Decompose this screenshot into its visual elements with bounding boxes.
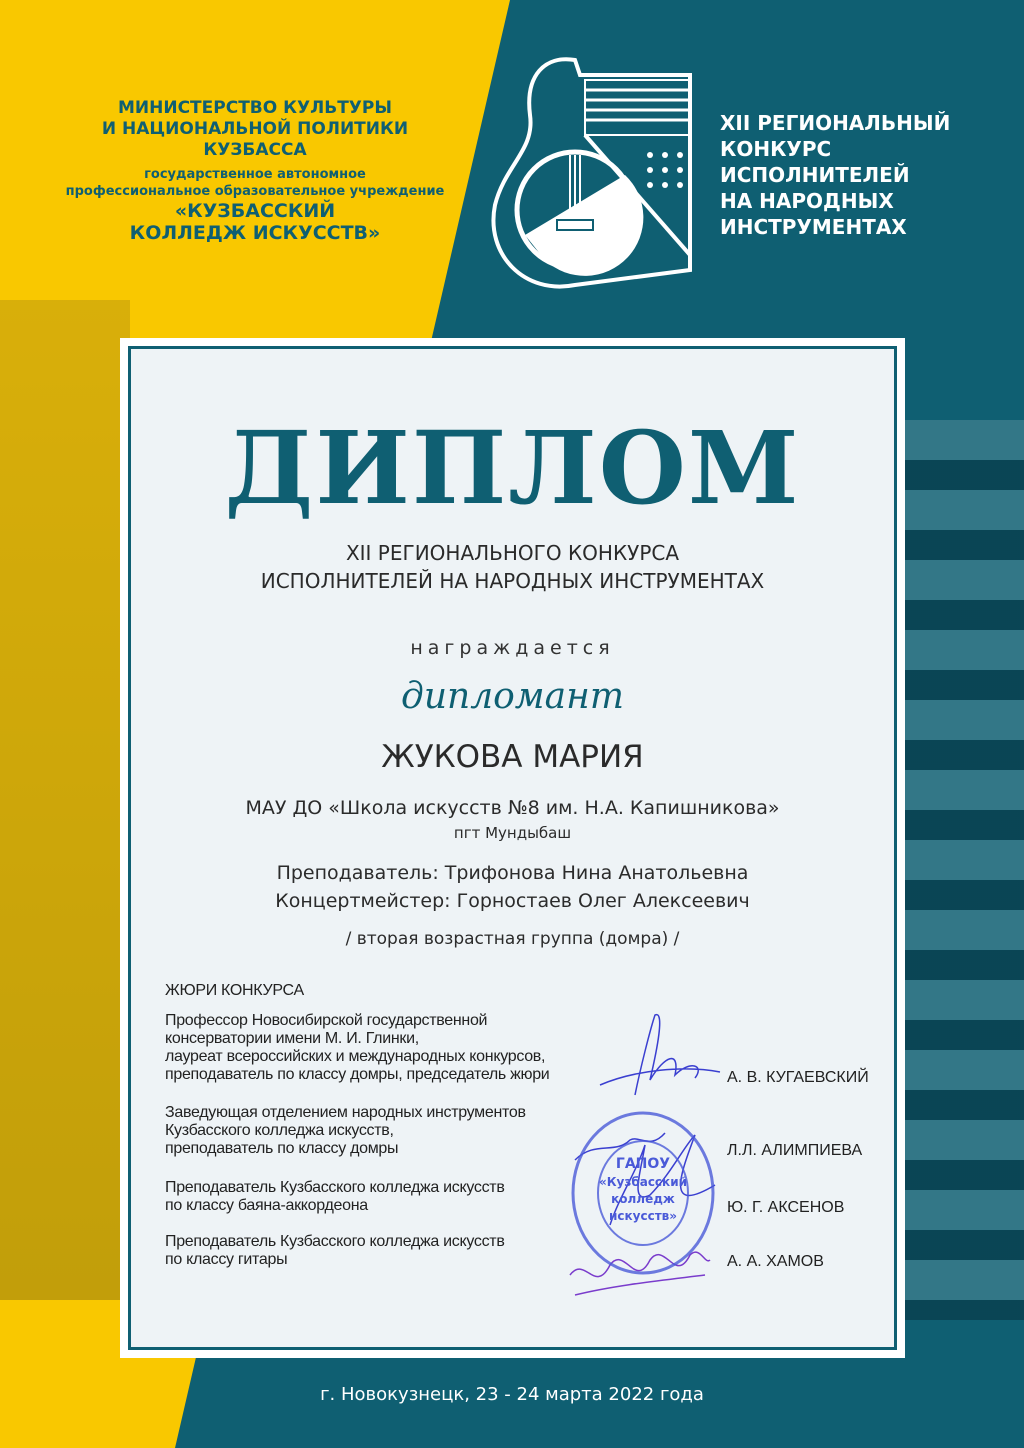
jury-member-title [165,1233,505,1269]
jury-heading: ЖЮРИ КОНКУРСА [165,982,304,999]
stamp-text: «Кузбасский [598,1175,688,1189]
jury-member-name: Ю. Г. АКСЕНОВ [727,1199,845,1216]
diploma-subtitle [131,539,894,595]
contest-title-line: XII РЕГИОНАЛЬНЫЙ [720,111,951,135]
institution-type: профессиональное образовательное учреждение [65,184,445,199]
background-accordion-photo [904,420,1024,1320]
contest-title [720,110,950,240]
recipient-school: МАУ ДО «Школа искусств №8 им. Н.А. Капишникова» [245,797,780,819]
jury-member-title [165,1104,526,1158]
title-line: лауреат всероссийских и международных конкурсов, [165,1048,546,1065]
ministry-line: МИНИСТЕРСТВО КУЛЬТУРЫ [117,98,392,118]
accompanist: Концертмейстер: Горностаев Олег Алексеевич [275,890,750,912]
subtitle-line: ИСПОЛНИТЕЛЕЙ НА НАРОДНЫХ ИНСТРУМЕНТАХ [260,569,765,593]
title-line: преподаватель по классу домры [165,1140,399,1157]
background-domra-photo [0,300,130,1300]
jury-member-title [165,1179,505,1215]
stamp-text: ГАПОУ [615,1156,671,1172]
jury-member-name: А. А. ХАМОВ [727,1253,824,1270]
organizer-header [50,98,460,244]
institution-name: КОЛЛЕДЖ ИСКУССТВ» [129,222,381,244]
jury-member-name: А. В. КУГАЕВСКИЙ [727,1069,869,1086]
title-line: Профессор Новосибирской государственной [165,1012,488,1029]
title-line: консерватории имени М. И. Глинки, [165,1030,419,1047]
age-group: / вторая возрастная группа (домра) / [345,929,680,949]
official-stamp-icon [568,1108,718,1278]
event-place-date: г. Новокузнецк, 23 - 24 марта 2022 года [320,1384,704,1405]
awarded-label: награждается [410,637,615,659]
recipient-town: пгт Мундыбаш [453,824,572,842]
title-line: по классу баяна-аккордеона [165,1197,368,1214]
title-line: Преподаватель Кузбасского колледжа искусств [165,1179,505,1196]
diploma-frame [120,338,905,1358]
stamp-text: искусств» [608,1209,678,1223]
diploma-title: ДИПЛОМ [224,409,801,527]
contest-logo-icon [485,55,705,300]
stamp-text: колледж [611,1192,675,1206]
title-line: преподаватель по классу домры, председатель жюри [165,1066,550,1083]
ministry-line: И НАЦИОНАЛЬНОЙ ПОЛИТИКИ [101,119,409,139]
institution-name: «КУЗБАССКИЙ [174,200,336,222]
contest-title-line: ИНСТРУМЕНТАХ [720,215,907,239]
ministry-line: КУЗБАССА [203,140,307,160]
teacher: Преподаватель: Трифонова Нина Анатольевна [276,862,749,884]
diploma-body [128,346,897,1350]
recipient-name: ЖУКОВА МАРИЯ [381,739,644,775]
title-line: Кузбасского колледжа искусств, [165,1122,394,1139]
signature-kugaevsky-icon [595,1010,725,1100]
institution-type: государственное автономное [144,167,366,182]
subtitle-line: XII РЕГИОНАЛЬНОГО КОНКУРСА [345,541,680,565]
title-line: по классу гитары [165,1251,288,1268]
jury-member-name: Л.Л. АЛИМПИЕВА [727,1142,863,1159]
contest-title-line: НА НАРОДНЫХ [720,189,894,213]
jury-member-title [165,1012,549,1084]
award-rank: дипломант [401,676,624,717]
contest-title-line: ИСПОЛНИТЕЛЕЙ [720,163,910,187]
title-line: Преподаватель Кузбасского колледжа искусств [165,1233,505,1250]
title-line: Заведующая отделением народных инструментов [165,1104,526,1121]
contest-title-line: КОНКУРС [720,137,832,161]
